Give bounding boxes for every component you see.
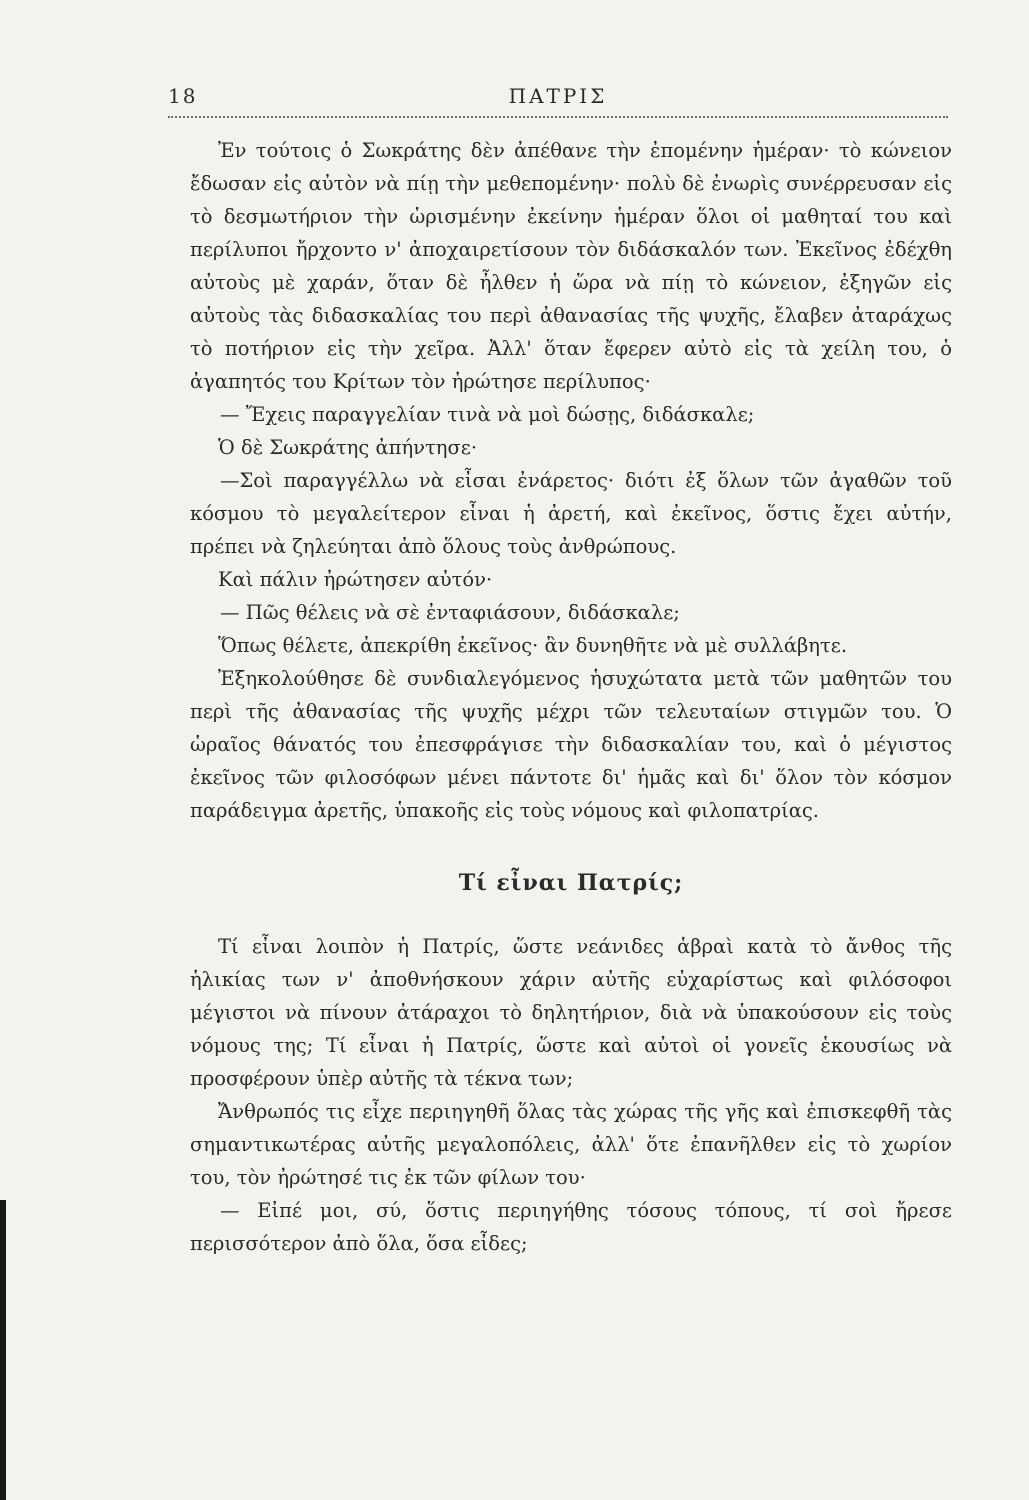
section-heading: Τί εἶναι Πατρίς;: [458, 870, 684, 896]
page-body: [190, 134, 952, 1260]
paragraph-traveler: Ἄνθρωπός τις εἶχε περιηγηθῆ ὅλας τὰς χώρας τῆς γῆς καὶ ἐπισκεφθῆ τὰς σημαντικωτέρας αὐτῆς μεγαλοπόλεις, ἀλλ' ὅτε ἐπανῆλθεν εἰς τὸ χωρίον του, τὸν ἠρώτησέ τις ἐκ τῶν φίλων του·: [190, 1100, 952, 1189]
dialogue-question-burial: — Πῶς θέλεις νὰ σὲ ἐνταφιάσουν, διδάσκαλε;: [220, 601, 680, 624]
page-edge-shadow: [0, 1200, 6, 1500]
page-header: [168, 84, 948, 114]
page-number: 18: [168, 84, 198, 108]
dialogue-question-traveler: — Εἰπέ μοι, σύ, ὅστις περιηγήθης τόσους τόπους, τί σοὶ ἤρεσε περισσότερον ἀπὸ ὅλα, ὅσα εἶδες;: [190, 1199, 952, 1255]
paragraph-what-is-homeland: Τί εἶναι λοιπὸν ἡ Πατρίς, ὥστε νεάνιδες ἁβραὶ κατὰ τὸ ἄνθος τῆς ἡλικίας των ν' ἀποθνήσκουν χάριν αὐτῆς εὐχαρίστως καὶ φιλόσοφοι μέγιστοι νὰ πίνουν ἀτάραχοι τὸ δηλητήριον, διὰ νὰ ὑπακούσουν εἰς τοὺς νόμους της; Τί εἶναι ἡ Πατρίς, ὥστε καὶ αὐτοὶ οἱ γονεῖς ἑκουσίως νὰ προσφέρουν ὑπὲρ αὐτῆς τὰ τέκνα των;: [190, 935, 952, 1090]
running-title: ΠΑΤΡΙΣ: [508, 84, 608, 108]
dialogue-answer-burial: Ὅπως θέλετε, ἀπεκρίθη ἐκεῖνος· ἂν δυνηθῆτε νὰ μὲ συλλάβητε.: [218, 634, 848, 657]
dialogue-answer-virtue: —Σοὶ παραγγέλλω νὰ εἶσαι ἐνάρετος· διότι ἐξ ὅλων τῶν ἀγαθῶν τοῦ κόσμου τὸ μεγαλείτερον εἶναι ἡ ἀρετή, καὶ ἐκεῖνος, ὅστις ἔχει αὐτήν, πρέπει νὰ ζηλεύηται ἀπὸ ὅλους τοὺς ἀνθρώπους.: [190, 469, 952, 558]
header-rule: [168, 116, 948, 118]
paragraph-socrates-death: Ἐν τούτοις ὁ Σωκράτης δὲν ἀπέθανε τὴν ἐπομένην ἡμέραν· τὸ κώνειον ἔδωσαν εἰς αὐτὸν νὰ πίῃ τὴν μεθεπομένην· πολὺ δὲ ἐνωρὶς συνέρρευσαν εἰς τὸ δεσμωτήριον τὴν ὡρισμένην ἐκείνην ἡμέραν ὅλοι οἱ μαθηταί του καὶ περίλυποι ἤρχοντο ν' ἀποχαιρετίσουν τὸν διδάσκαλόν των. Ἐκεῖνος ἐδέχθη αὐτοὺς μὲ χαράν, ὅταν δὲ ἦλθεν ἡ ὥρα νὰ πίῃ τὸ κώνειον, ἐξηγῶν εἰς αὐτοὺς τὰς διδασκαλίας του περὶ ἀθανασίας τῆς ψυχῆς, ἔλαβεν ἀταράχως τὸ ποτήριον εἰς τὴν χεῖρα. Ἀλλ' ὅταν ἔφερεν αὐτὸ εἰς τὰ χείλη του, ὁ ἀγαπητός του Κρίτων τὸν ἠρώτησε περίλυπος·: [190, 139, 952, 393]
dialogue-question-kriton: — Ἔχεις παραγγελίαν τινὰ νὰ μοὶ δώσῃς, διδάσκαλε;: [220, 403, 755, 426]
paragraph-socrates-replied: Ὁ δὲ Σωκράτης ἀπήντησε·: [218, 436, 478, 459]
paragraph-asked-again: Καὶ πάλιν ἠρώτησεν αὐτόν·: [218, 568, 493, 591]
paragraph-continued-discussion: Ἐξηκολούθησε δὲ συνδιαλεγόμενος ἡσυχώτατα μετὰ τῶν μαθητῶν του περὶ τῆς ἀθανασίας τῆς ψυχῆς μέχρι τῶν τελευταίων στιγμῶν του. Ὁ ὡραῖος θάνατός του ἐπεσφράγισε τὴν διδασκαλίαν του, καὶ ὁ μέγιστος ἐκεῖνος τῶν φιλοσόφων μένει πάντοτε δι' ἡμᾶς καὶ δι' ὅλον τὸν κόσμον παράδειγμα ἀρετῆς, ὑπακοῆς εἰς τοὺς νόμους καὶ φιλοπατρίας.: [190, 667, 952, 822]
